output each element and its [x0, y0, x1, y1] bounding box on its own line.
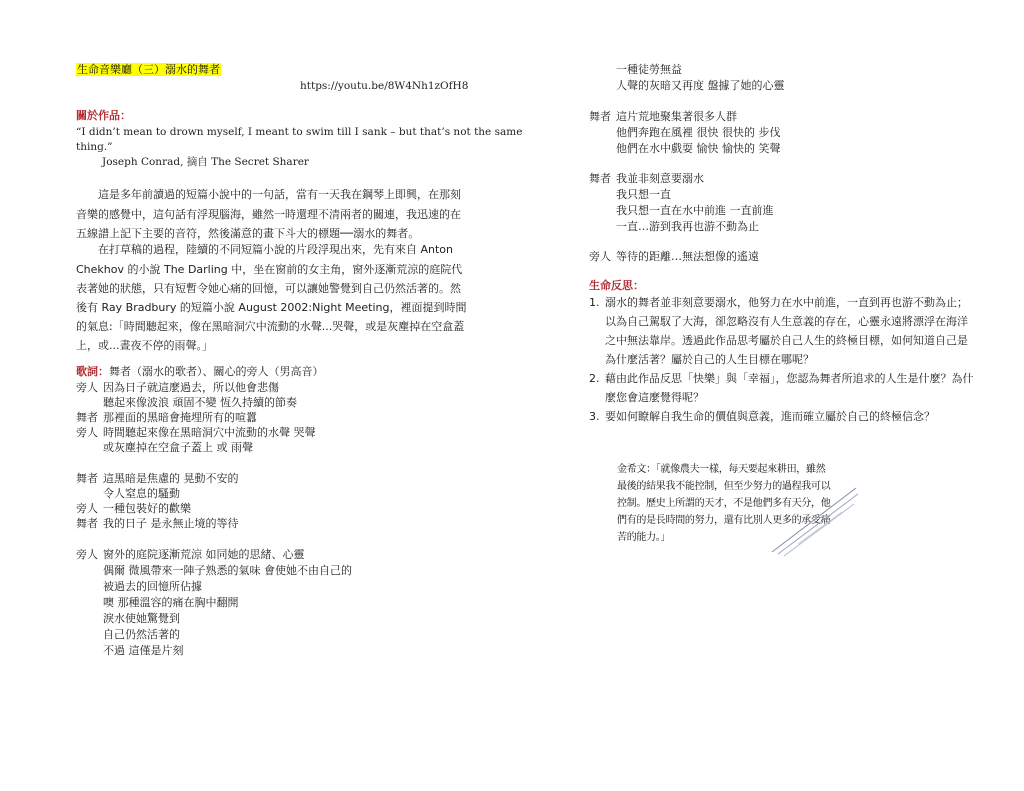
lyric-text: 我只想一直在水中前進 一直前進 — [616, 204, 774, 217]
lyric-text: 自己仍然活著的 — [103, 628, 180, 641]
quote-line-1: “I didn’t mean to drown myself, I meant to swim till I sank – but that’s not the same — [76, 126, 523, 138]
lyric-role: 舞者 — [589, 110, 611, 123]
lyric-text: 偶爾 微風帶來一陣子熟悉的氣味 會使她不由自己的 — [103, 564, 352, 577]
quote-box: 金希文：「就像農夫一樣，每天要起來耕田，雖然最後的結果我不能控制，但至少努力的過程我可以控制。歷史上所謂的天才，不是他們多有天分，他們有的是長時間的努力，還有比別人更多的承受痛苦的能力。」 — [617, 464, 831, 543]
para2-line: 在打草稿的過程，陸續的不同短篇小說的片段浮現出來，先有來自 Anton — [98, 243, 454, 256]
page-title — [76, 63, 221, 76]
reflection-heading: 生命反思： — [589, 279, 644, 292]
lyric-text: 等待的距離…無法想像的遙遠 — [616, 250, 759, 263]
para2-line: 上，或...晝夜不停的雨聲。」 — [76, 339, 213, 352]
lyric-text: 不過 這僅是片刻 — [103, 644, 184, 657]
lyric-role: 旁人 — [76, 381, 98, 394]
lyric-text: 他們奔跑在風裡 很快 很快的 步伐 — [616, 126, 781, 139]
lyric-text: 令人窒息的騷動 — [103, 487, 180, 500]
reflection-line: 藉由此作品反思「快樂」與「幸福」，您認為舞者所追求的人生是什麼？為什 — [605, 372, 974, 385]
reflection-line: 以為自己駕馭了大海，卻忽略沒有人生意義的存在，心靈永遠將漂浮在海洋 — [605, 315, 968, 328]
reflection-line: 麼您會這麼覺得呢？ — [605, 391, 704, 404]
lyric-text: 一直…游到我再也游不動為止 — [616, 220, 759, 233]
reflection-number: 3. — [589, 410, 600, 423]
lyric-role: 旁人 — [589, 250, 611, 263]
lyric-text: 我並非刻意要溺水 — [616, 172, 704, 185]
lyric-text: 一種徒勞無益 — [616, 63, 682, 76]
lyric-text: 時間聽起來像在黑暗洞穴中流動的水聲 哭聲 — [103, 426, 316, 439]
lyrics-heading: 歌詞： — [76, 365, 109, 378]
lyric-role: 舞者 — [589, 172, 611, 185]
reflection-line: 要如何瞭解自我生命的價值與意義，進而確立屬於自己的終極信念？ — [605, 410, 935, 423]
lyric-text: 噢 那種溫容的痛在胸中翻開 — [103, 596, 239, 609]
para2-line: 後有 Ray Bradbury 的短篇小說 August 2002:Night Meeting，裡面提到時間 — [76, 301, 467, 314]
lyric-text: 一種包裝好的歡樂 — [103, 502, 191, 515]
about-heading: 關於作品： — [76, 109, 131, 122]
lyric-text: 這黑暗是焦慮的 晃動不安的 — [103, 472, 239, 485]
lyric-text: 或灰塵掉在空盒子蓋上 或 雨聲 — [103, 441, 253, 454]
reflection-line: 為什麼活著？屬於自己的人生目標在哪呢？ — [605, 353, 814, 366]
quote-line-2: thing.” — [76, 141, 113, 153]
lyrics-intro: 舞者（溺水的歌者）、關心的旁人（男高音） — [109, 365, 324, 378]
lyric-text: 我只想一直 — [616, 188, 671, 201]
lyric-text: 窗外的庭院逐漸荒涼 如同她的思緒、心靈 — [103, 548, 305, 561]
title-highlight: 生命音樂廳（三）溺水的舞者 — [77, 63, 220, 76]
lyric-text: 這片荒地聚集著很多人群 — [616, 110, 737, 123]
lyric-text: 被過去的回憶所佔據 — [103, 580, 202, 593]
video-url[interactable]: https://youtu.be/8W4Nh1zOfH8 — [300, 80, 469, 92]
para2-line: 表著她的狀態，只有短暫令她心痛的回憶，可以讓她警覺到自己仍然活著的。然 — [76, 282, 461, 295]
para2-line: Chekhov 的小說 The Darling 中，坐在窗前的女主角，窗外逐漸荒涼的庭院代 — [76, 263, 463, 276]
lyric-role: 舞者 — [76, 472, 98, 485]
lyric-role: 舞者 — [76, 517, 98, 530]
lyric-text: 我的日子 是永無止境的等待 — [103, 517, 239, 530]
reflection-line: 之中無法靠岸。透過此作品思考屬於自己人生的終極目標，如何知道自己是 — [605, 334, 968, 347]
lyrics-heading-line — [76, 365, 324, 378]
para1-line: 這是多年前讀過的短篇小說中的一句話，當有一天我在鋼琴上即興，在那刻 — [98, 188, 461, 201]
lyric-text: 聽起來像波浪 頑固不變 恆久持續的節奏 — [103, 396, 297, 409]
lyric-text: 那裡面的黑暗會掩埋所有的喧囂 — [103, 411, 257, 424]
para1-line: 五線譜上記下主要的音符，然後滿意的畫下斗大的標題──溺水的舞者。 — [76, 227, 420, 240]
decorative-lines — [770, 470, 860, 560]
reflection-number: 2. — [589, 372, 600, 385]
reflection-number: 1. — [589, 296, 600, 309]
para1-line: 音樂的感覺中，這句話有浮現腦海，雖然一時還理不清兩者的關連，我迅速的在 — [76, 208, 461, 221]
lyric-text: 淚水使她驚覺到 — [103, 612, 180, 625]
lyric-text: 人聲的灰暗又再度 盤據了她的心靈 — [616, 79, 785, 92]
lyric-text: 他們在水中戲耍 愉快 愉快的 笑聲 — [616, 142, 781, 155]
lyric-text: 因為日子就這麼過去，所以他會悲傷 — [103, 381, 279, 394]
para2-line: 的氣息:「時間聽起來，像在黑暗洞穴中流動的水聲...哭聲，或是灰塵掉在空盒蓋 — [76, 320, 465, 333]
reflection-line: 溺水的舞者並非刻意要溺水，他努力在水中前進，一直到再也游不動為止； — [605, 296, 968, 309]
quote-source: Joseph Conrad, 摘自 The Secret Sharer — [102, 156, 309, 168]
lyric-role: 旁人 — [76, 502, 98, 515]
lyric-role: 旁人 — [76, 548, 98, 561]
lyric-role: 旁人 — [76, 426, 98, 439]
lyric-role: 舞者 — [76, 411, 98, 424]
